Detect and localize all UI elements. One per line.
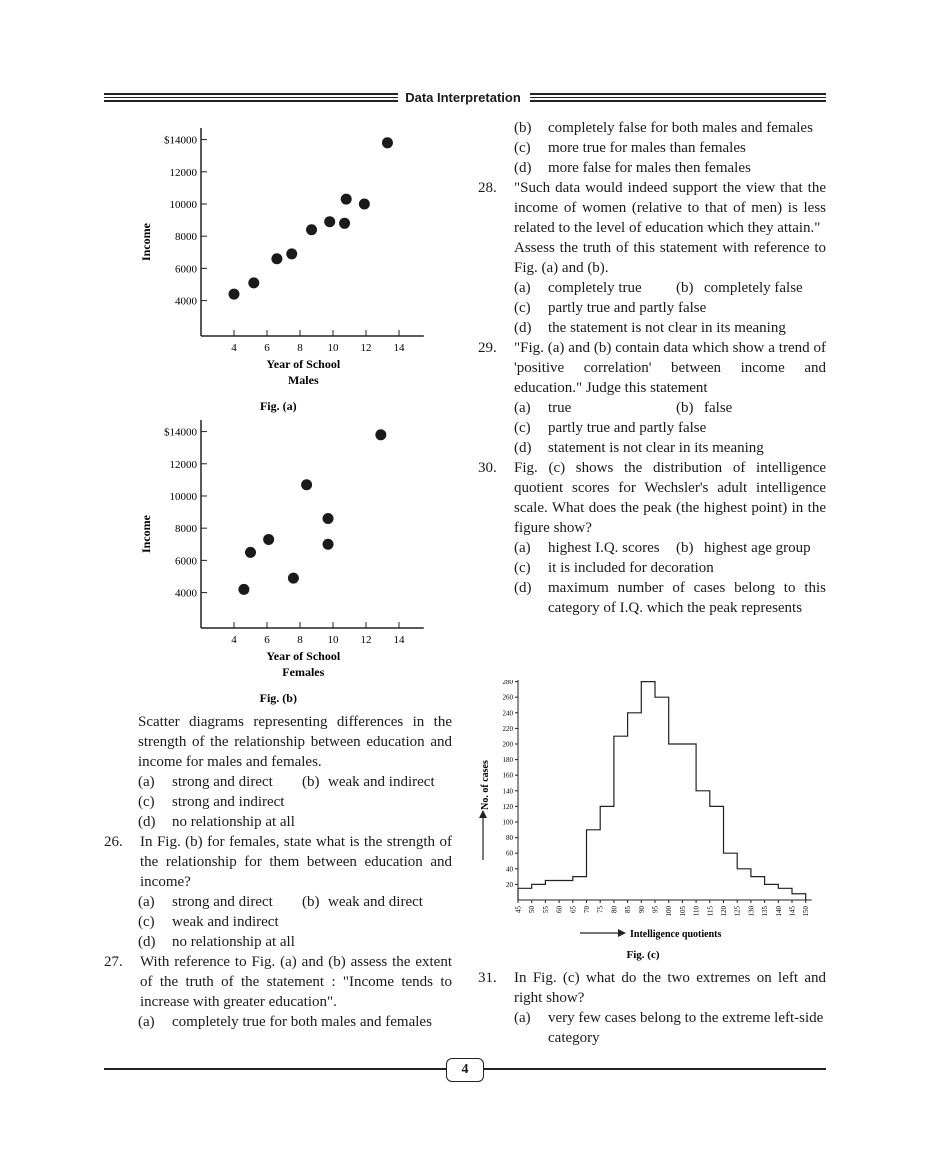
scatter-point (339, 218, 350, 229)
y-tick-label: 10000 (169, 490, 197, 503)
x-tick-label: 65 (569, 906, 578, 913)
page-number: 4 (446, 1058, 484, 1082)
question-29-options (478, 398, 826, 458)
x-axis-sublabel: Females (282, 665, 325, 679)
option-label: (a) (514, 400, 531, 416)
footer-rule-left (104, 1068, 446, 1070)
scatter-point (323, 539, 334, 550)
scatter-point (238, 584, 249, 595)
scatter-point (286, 248, 297, 259)
scatter-point (341, 194, 352, 205)
option-text: more true for males than females (548, 140, 746, 156)
question-number: 26. (104, 834, 123, 850)
x-tick-label: 8 (297, 342, 303, 354)
y-tick-label: 100 (502, 818, 513, 827)
option-text: highest I.Q. scores (548, 540, 660, 556)
option-row (514, 438, 826, 458)
option-text: highest age group (704, 540, 811, 556)
x-tick-label: 120 (720, 906, 728, 917)
option-label: (c) (514, 420, 531, 436)
scatter-point (229, 289, 240, 300)
histogram-bar (710, 806, 724, 900)
option-label: (d) (138, 934, 156, 950)
option-row (138, 792, 452, 812)
x-tick-label: 50 (528, 906, 537, 913)
option-label: (b) (514, 120, 532, 136)
y-tick-label: 6000 (175, 263, 197, 276)
x-tick-label: 70 (583, 906, 591, 913)
option-label: (c) (514, 140, 531, 156)
histogram-bar (724, 853, 738, 900)
y-tick-label: 6000 (175, 555, 197, 568)
x-axis-label: Year of School (266, 357, 341, 371)
y-tick-label: 280 (502, 680, 513, 687)
option-text: more false for males then females (548, 160, 751, 176)
x-tick-label: 12 (360, 634, 372, 646)
y-tick-label: 8000 (175, 231, 197, 244)
x-axis-label: Year of School (266, 649, 341, 663)
option-label: (a) (138, 774, 155, 790)
x-arrow-head (618, 929, 626, 937)
option-label: (a) (138, 894, 155, 910)
y-tick-label: $14000 (164, 134, 197, 147)
option-text: false (704, 400, 733, 416)
histogram-bar (751, 877, 765, 900)
question-number: 31. (478, 970, 497, 986)
y-tick-label: 120 (502, 802, 513, 811)
scatter-point (359, 198, 370, 209)
y-tick-label: 12000 (169, 166, 197, 179)
scatter-point (323, 513, 334, 524)
question-number: 28. (478, 180, 497, 196)
option-label: (b) (302, 774, 320, 790)
figure-c-histogram (476, 680, 826, 965)
x-tick-label: 8 (297, 634, 303, 646)
x-tick-label: 14 (393, 342, 405, 354)
histogram-bar (614, 736, 628, 900)
option-text: partly true and partly false (548, 300, 707, 316)
intro-paragraph: Scatter diagrams representing differences in the strength of the relationship between education and income for males and females. (138, 714, 452, 770)
x-tick-label: 110 (692, 906, 701, 917)
y-tick-label: 20 (506, 880, 513, 889)
scatter-point (301, 479, 312, 490)
histogram-bar (573, 877, 587, 900)
option-text: it is included for decoration (548, 560, 714, 576)
y-tick-label: 200 (502, 740, 513, 749)
y-tick-label: 160 (502, 771, 513, 780)
question-27-options-cont (478, 118, 826, 178)
question-27-options (104, 1012, 452, 1032)
x-tick-label: 55 (541, 906, 550, 913)
y-tick-label: 60 (506, 849, 513, 858)
x-tick-label: 145 (788, 906, 797, 917)
histogram-bar (737, 869, 751, 900)
question-27 (104, 952, 452, 1012)
option-label: (b) (676, 280, 694, 296)
question-text: "Fig. (a) and (b) contain data which show a trend of 'positive correlation' between income and education." Judge this statement (514, 340, 826, 396)
question-31 (478, 968, 826, 1008)
option-text: completely true (548, 280, 642, 296)
option-row (138, 932, 452, 952)
y-axis-label: Income (139, 223, 153, 261)
x-axis-label: Intelligence quotients (630, 929, 722, 940)
footer-rule-right (484, 1068, 826, 1070)
x-tick-label: 4 (231, 342, 237, 354)
histogram-bar (792, 894, 806, 900)
option-text: strong and indirect (172, 794, 285, 810)
figure-b-scatter-females (136, 410, 426, 715)
option-label: (d) (514, 440, 532, 456)
option-label: (a) (514, 1010, 531, 1026)
x-tick-label: 140 (774, 906, 783, 917)
histogram-bar (696, 791, 710, 900)
histogram-bar (778, 888, 792, 900)
scatter-point (324, 216, 335, 227)
option-label: (b) (676, 400, 694, 416)
option-text: strong and direct (172, 774, 273, 790)
question-number: 29. (478, 340, 497, 356)
x-tick-label: 80 (610, 906, 619, 913)
option-label: (b) (302, 894, 320, 910)
scatter-point (382, 137, 393, 148)
x-tick-label: 10 (327, 634, 339, 646)
option-label: (a) (138, 1014, 155, 1030)
option-row (514, 118, 826, 138)
option-text: partly true and partly false (548, 420, 707, 436)
scatter-point (248, 277, 259, 288)
option-row (514, 138, 826, 158)
option-row (514, 558, 826, 578)
option-text: completely false for both males and females (548, 120, 813, 136)
histogram-bar (518, 888, 532, 900)
option-label: (c) (514, 300, 531, 316)
histogram-bar (559, 881, 573, 901)
option-row (514, 1008, 826, 1048)
option-label: (d) (514, 160, 532, 176)
y-tick-label: 240 (502, 709, 513, 718)
histogram-bar (532, 884, 546, 900)
option-text: completely true for both males and females (172, 1014, 432, 1030)
header-rule-left (104, 93, 398, 105)
y-tick-label: $14000 (164, 426, 197, 439)
x-tick-label: 105 (678, 906, 687, 917)
option-label: (b) (676, 540, 694, 556)
x-axis-sublabel: Males (287, 373, 319, 387)
option-text: weak and indirect (328, 774, 435, 790)
question-30-options (478, 538, 826, 618)
option-text: the statement is not clear in its meaning (548, 320, 786, 336)
histogram-bar (682, 744, 696, 900)
question-text: "Such data would indeed support the view that the income of women (relative to that of men) is less related to the level of education which they attain." (514, 180, 826, 236)
option-text: completely false (704, 280, 803, 296)
scatter-point (306, 224, 317, 235)
y-tick-label: 260 (502, 693, 513, 702)
x-tick-label: 6 (264, 634, 270, 646)
y-axis-label: Income (139, 515, 153, 553)
histogram-bar (587, 830, 601, 900)
left-column-text (104, 712, 452, 1032)
option-row (514, 538, 826, 558)
histogram-bar (669, 744, 683, 900)
x-tick-label: 95 (651, 906, 660, 913)
page-header-title: Data Interpretation (405, 90, 521, 105)
x-tick-label: 45 (514, 906, 523, 913)
option-text: very few cases belong to the extreme left-side category (548, 1010, 824, 1046)
question-28-options (478, 278, 826, 338)
option-label: (d) (514, 320, 532, 336)
scatter-point (288, 573, 299, 584)
x-tick-label: 12 (360, 342, 372, 354)
right-column-text (478, 118, 826, 618)
option-row (138, 772, 452, 792)
x-tick-label: 14 (393, 634, 405, 646)
y-tick-label: 10000 (169, 198, 197, 211)
option-row (514, 418, 826, 438)
y-arrow-head (479, 810, 487, 818)
option-row (138, 892, 452, 912)
y-tick-label: 140 (502, 787, 513, 796)
y-tick-label: 220 (502, 724, 513, 733)
option-label: (c) (514, 560, 531, 576)
figure-caption: Fig. (b) (259, 691, 297, 705)
x-tick-label: 75 (596, 906, 605, 913)
option-text: statement is not clear in its meaning (548, 440, 764, 456)
y-tick-label: 180 (502, 756, 513, 765)
question-26 (104, 832, 452, 892)
question-text: Fig. (c) shows the distribution of intelligence quotient scores for Wechsler's adult intelligence scale. What does the peak (the highest point) in the figure show? (514, 460, 826, 536)
y-tick-label: 40 (506, 865, 513, 874)
option-label: (a) (514, 280, 531, 296)
y-tick-label: 4000 (175, 295, 197, 308)
x-tick-label: 125 (733, 906, 742, 917)
option-text: weak and indirect (172, 914, 279, 930)
option-label: (d) (514, 580, 532, 596)
option-row (514, 298, 826, 318)
x-tick-label: 115 (706, 906, 715, 917)
histogram-bar (655, 697, 669, 900)
x-tick-label: 100 (665, 906, 674, 917)
option-label: (c) (138, 794, 155, 810)
x-tick-label: 85 (624, 906, 633, 913)
question-30 (478, 458, 826, 538)
question-text: In Fig. (c) what do the two extremes on left and right show? (514, 970, 826, 1006)
scatter-point (263, 534, 274, 545)
x-tick-label: 60 (555, 906, 564, 913)
option-text: maximum number of cases belong to this category of I.Q. which the peak represents (548, 580, 826, 616)
y-tick-label: 4000 (175, 587, 197, 600)
histogram-bar (765, 884, 779, 900)
option-row (514, 578, 826, 618)
figure-caption: Fig. (a) (259, 399, 297, 413)
y-tick-label: 80 (506, 834, 513, 843)
option-label: (d) (138, 814, 156, 830)
x-tick-label: 4 (231, 634, 237, 646)
scatter-point (271, 253, 282, 264)
question-28-instruction: Assess the truth of this statement with reference to Fig. (a) and (b). (514, 240, 826, 276)
intro-options (104, 772, 452, 832)
figure-a-scatter-males (136, 118, 426, 428)
option-row (514, 318, 826, 338)
x-tick-label: 135 (761, 906, 770, 917)
question-number: 27. (104, 954, 123, 970)
y-tick-label: 8000 (175, 523, 197, 536)
option-text: no relationship at all (172, 814, 295, 830)
x-tick-label: 150 (802, 906, 811, 917)
option-text: weak and direct (328, 894, 423, 910)
question-26-options (104, 892, 452, 952)
question-text: In Fig. (b) for females, state what is the strength of the relationship for them between education and income? (140, 834, 452, 890)
option-text: strong and direct (172, 894, 273, 910)
option-text: true (548, 400, 572, 416)
option-label: (a) (514, 540, 531, 556)
question-31-options (478, 1008, 826, 1048)
right-column-bottom-text (478, 968, 826, 1048)
option-label: (c) (138, 914, 155, 930)
option-row (138, 812, 452, 832)
option-row (514, 158, 826, 178)
histogram-bar (628, 713, 642, 900)
option-row (514, 278, 826, 298)
option-row (514, 398, 826, 418)
y-axis-label: No. of cases (480, 760, 491, 810)
figure-caption: Fig. (c) (626, 949, 660, 961)
x-tick-label: 90 (637, 906, 646, 913)
question-29 (478, 338, 826, 398)
option-row (138, 912, 452, 932)
scatter-point (245, 547, 256, 558)
scatter-point (375, 429, 386, 440)
y-tick-label: 12000 (169, 458, 197, 471)
question-28 (478, 178, 826, 238)
x-tick-label: 6 (264, 342, 270, 354)
option-text: no relationship at all (172, 934, 295, 950)
histogram-bar (641, 682, 655, 900)
x-tick-label: 130 (747, 906, 756, 917)
header-rule-right (530, 93, 826, 105)
question-number: 30. (478, 460, 497, 476)
histogram-bar (545, 881, 559, 901)
x-tick-label: 10 (327, 342, 339, 354)
question-text: With reference to Fig. (a) and (b) assess the extent of the truth of the statement : "Income tends to increase with greater education". (140, 954, 452, 1010)
option-row (138, 1012, 452, 1032)
histogram-bar (600, 806, 614, 900)
